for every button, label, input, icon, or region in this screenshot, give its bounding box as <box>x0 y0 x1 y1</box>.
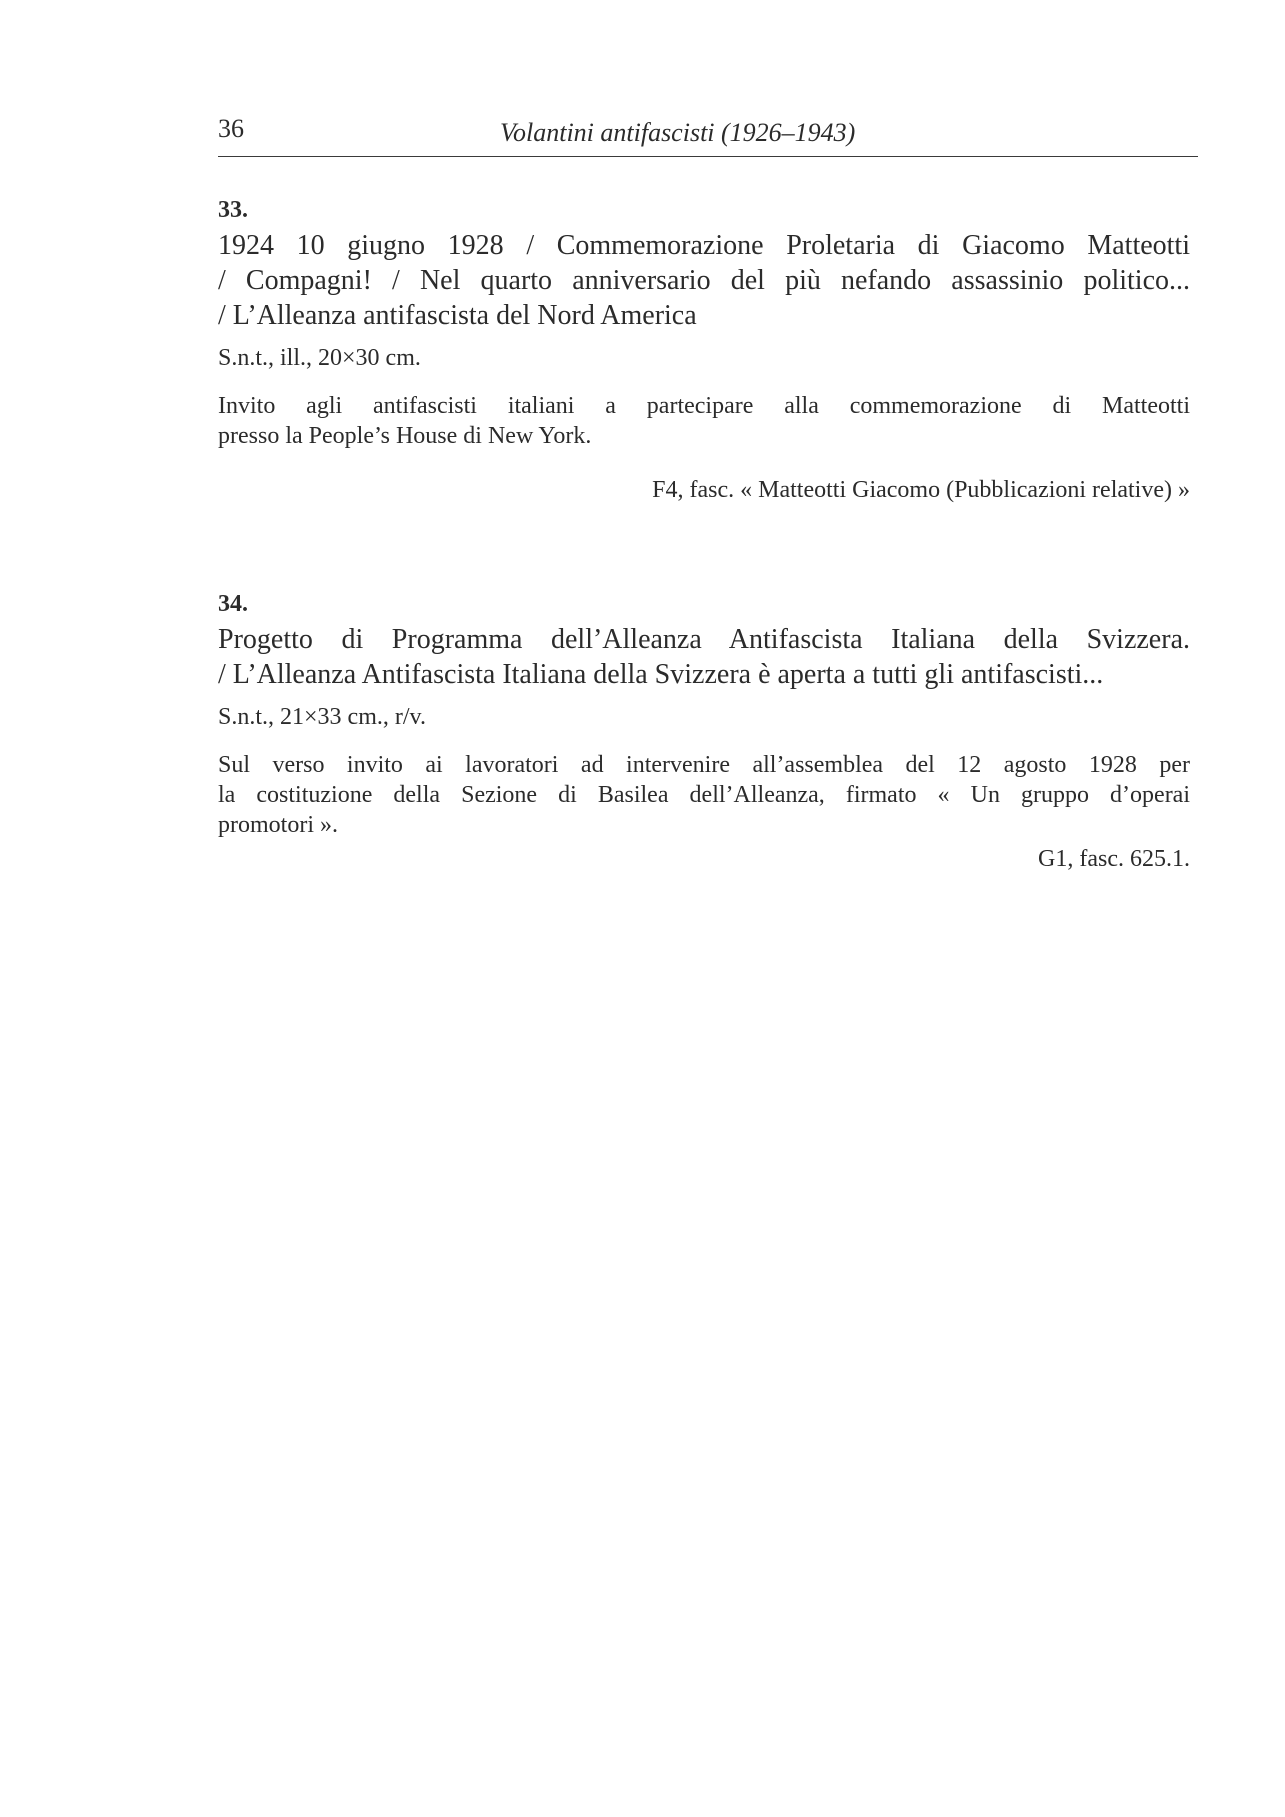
entry-title <box>218 228 1190 333</box>
running-title: Volantini antifascisti (1926–1943) <box>500 118 856 147</box>
title-line: / L’Alleanza Antifascista Italiana della Svizzera è aperta a tutti gli antifascisti... <box>218 659 1104 690</box>
entry-format: S.n.t., ill., 20×30 cm. <box>218 345 421 371</box>
title-line: / L’Alleanza antifascista del Nord America <box>218 300 697 331</box>
description-line: presso la People’s House di New York. <box>218 423 592 449</box>
title-line: / Compagni! / Nel quarto anniversario del più nefando assassinio politico... <box>218 265 1190 296</box>
description-line: Sul verso invito ai lavoratori ad intervenire all’assemblea del 12 agosto 1928 per <box>218 752 1190 778</box>
description-line: Invito agli antifascisti italiani a partecipare alla commemorazione di Matteotti <box>218 393 1190 419</box>
entry-description <box>218 750 1190 840</box>
entry-title <box>218 622 1190 692</box>
catalog-entry-33 <box>218 196 1190 505</box>
catalog-entry-34 <box>218 590 1190 874</box>
entry-format: S.n.t., 21×33 cm., r/v. <box>218 704 426 730</box>
archive-reference: G1, fasc. 625.1. <box>1038 846 1190 872</box>
description-line: la costituzione della Sezione di Basilea dell’Alleanza, firmato « Un gruppo d’operai <box>218 782 1190 808</box>
entry-description <box>218 391 1190 451</box>
archive-reference: F4, fasc. « Matteotti Giacomo (Pubblicazioni relative) » <box>652 477 1190 503</box>
entry-number: 34. <box>218 591 248 617</box>
page-number: 36 <box>218 114 244 143</box>
entry-number: 33. <box>218 197 248 223</box>
title-line: Progetto di Programma dell’Alleanza Antifascista Italiana della Svizzera. <box>218 624 1190 655</box>
title-line: 1924 10 giugno 1928 / Commemorazione Proletaria di Giacomo Matteotti <box>218 230 1190 261</box>
description-line: promotori ». <box>218 812 338 838</box>
page-header <box>218 112 1198 157</box>
